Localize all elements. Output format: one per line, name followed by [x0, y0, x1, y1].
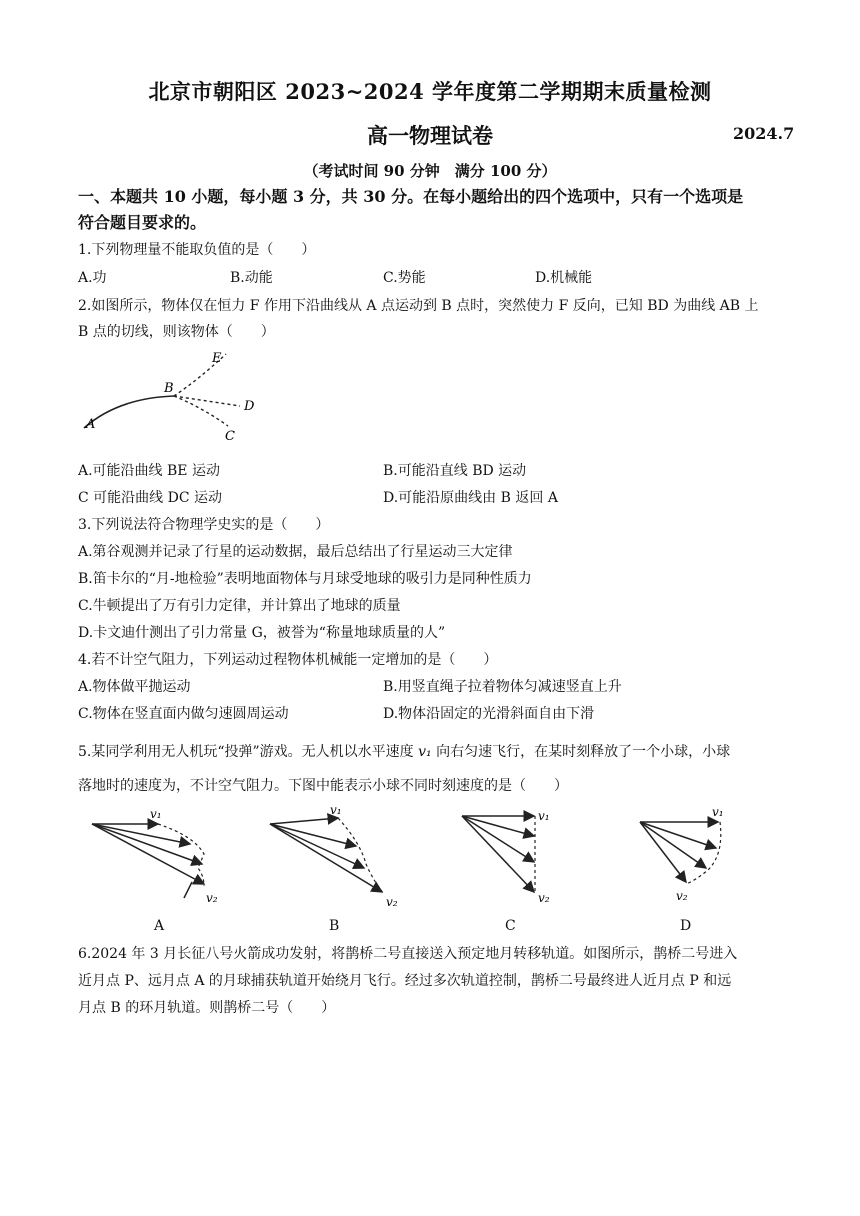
q5-figure-a — [86, 806, 236, 910]
label-v2: v₂ — [538, 891, 550, 905]
q5-figure-d — [632, 806, 782, 910]
exam-title: 北京市朝阳区 2023~2024 学年度第二学期期末质量检测 — [148, 79, 712, 104]
q5-figure-c — [454, 806, 604, 910]
q5-stem-line1 — [78, 742, 790, 762]
label-e: E — [212, 351, 222, 366]
dashed-line-bd — [174, 396, 240, 406]
q2-option-a: A.可能沿曲线 BE 运动 — [78, 463, 220, 479]
exam-note: （考试时间 90 分钟 满分 100 分） — [303, 162, 557, 180]
label-b: B — [164, 381, 174, 396]
q5-label-a: A — [154, 918, 165, 934]
q5-stem-line2: 落地时的速度为，不计空气阻力。下图中能表示小球不同时刻速度的是（ ） — [78, 778, 568, 794]
q1-option-b: B.动能 — [230, 270, 273, 286]
q5-figure-b — [264, 806, 414, 910]
q2-trajectory-figure — [78, 348, 278, 448]
curve-ab — [84, 396, 174, 428]
label-v2: v₂ — [386, 895, 398, 909]
q2-stem-line2: B 点的切线，则该物体（ ） — [78, 324, 275, 340]
label-v1: v₁ — [538, 809, 550, 823]
q5-v1-symbol: v₁ — [418, 744, 432, 760]
q5-label-d: D — [680, 918, 692, 934]
section-heading-line1: 一、本题共 10 小题，每小题 3 分，共 30 分。在每小题给出的四个选项中，只有一个选项是 — [78, 187, 744, 206]
q2-option-c: C 可能沿曲线 DC 运动 — [78, 490, 222, 506]
q4-option-d: D.物体沿固定的光滑斜面自由下滑 — [383, 706, 595, 722]
label-v1: v₁ — [712, 806, 724, 819]
q5-label-b: B — [329, 918, 340, 934]
q1-stem: 1.下列物理量不能取负值的是（ ） — [78, 242, 316, 258]
label-v2: v₂ — [206, 891, 218, 905]
q5-stem-part1: 5.某同学利用无人机玩“投弹”游戏。无人机以水平速度 — [78, 744, 419, 760]
q2-option-b: B.可能沿直线 BD 运动 — [383, 463, 527, 479]
q4-stem: 4.若不计空气阻力，下列运动过程物体机械能一定增加的是（ ） — [78, 652, 498, 668]
q3-option-a: A.第谷观测并记录了行星的运动数据，最后总结出了行星运动三大定律 — [78, 544, 513, 560]
q3-option-c: C.牛顿提出了万有引力定律，并计算出了地球的质量 — [78, 598, 401, 614]
q5-label-c: C — [505, 918, 516, 934]
q3-option-d: D.卡文迪什测出了引力常量 G，被誉为“称量地球质量的人” — [78, 625, 446, 641]
section-heading-line2: 符合题目要求的。 — [78, 213, 207, 232]
q4-option-c: C.物体在竖直面内做匀速圆周运动 — [78, 706, 289, 722]
dashed-curve-bc — [174, 396, 228, 426]
q6-line2: 近月点 P、远月点 A 的月球捕获轨道开始绕月飞行。经过多次轨道控制，鹊桥二号最终进人近月点 P 和远 — [78, 973, 732, 989]
q2-option-d: D.可能沿原曲线由 B 返回 A — [383, 490, 558, 506]
q5-stem-part2: 向右匀速飞行，在某时刻释放了一个小球，小球 — [431, 744, 731, 760]
q3-stem: 3.下列说法符合物理学史实的是（ ） — [78, 517, 330, 533]
q1-option-c: C.势能 — [383, 270, 426, 286]
label-v1: v₁ — [330, 806, 342, 817]
label-a: A — [86, 417, 96, 432]
q1-option-a: A.功 — [78, 270, 107, 286]
q6-line3: 月点 B 的环月轨道。则鹊桥二号（ ） — [78, 1000, 336, 1016]
label-c: C — [225, 429, 235, 444]
exam-subtitle: 高一物理试卷 — [367, 123, 493, 148]
q3-option-b: B.笛卡尔的“月-地检验”表明地面物体与月球受地球的吸引力是同种性质力 — [78, 571, 532, 587]
q2-stem-line1: 2.如图所示，物体仅在恒力 F 作用下沿曲线从 A 点运动到 B 点时，突然使力 F 反向，已知 BD 为曲线 AB 上 — [78, 298, 759, 314]
q6-line1: 6.2024 年 3 月长征八号火箭成功发射，将鹊桥二号直接送入预定地月转移轨道。如图所示，鹊桥二号进入 — [78, 946, 738, 962]
exam-date: 2024.7 — [733, 124, 795, 143]
label-v2: v₂ — [676, 889, 688, 903]
q4-option-b: B.用竖直绳子拉着物体匀减速竖直上升 — [383, 679, 622, 695]
q1-option-d: D.机械能 — [535, 270, 593, 286]
q4-option-a: A.物体做平抛运动 — [78, 679, 191, 695]
label-v1: v₁ — [150, 807, 162, 821]
label-d: D — [244, 399, 255, 414]
